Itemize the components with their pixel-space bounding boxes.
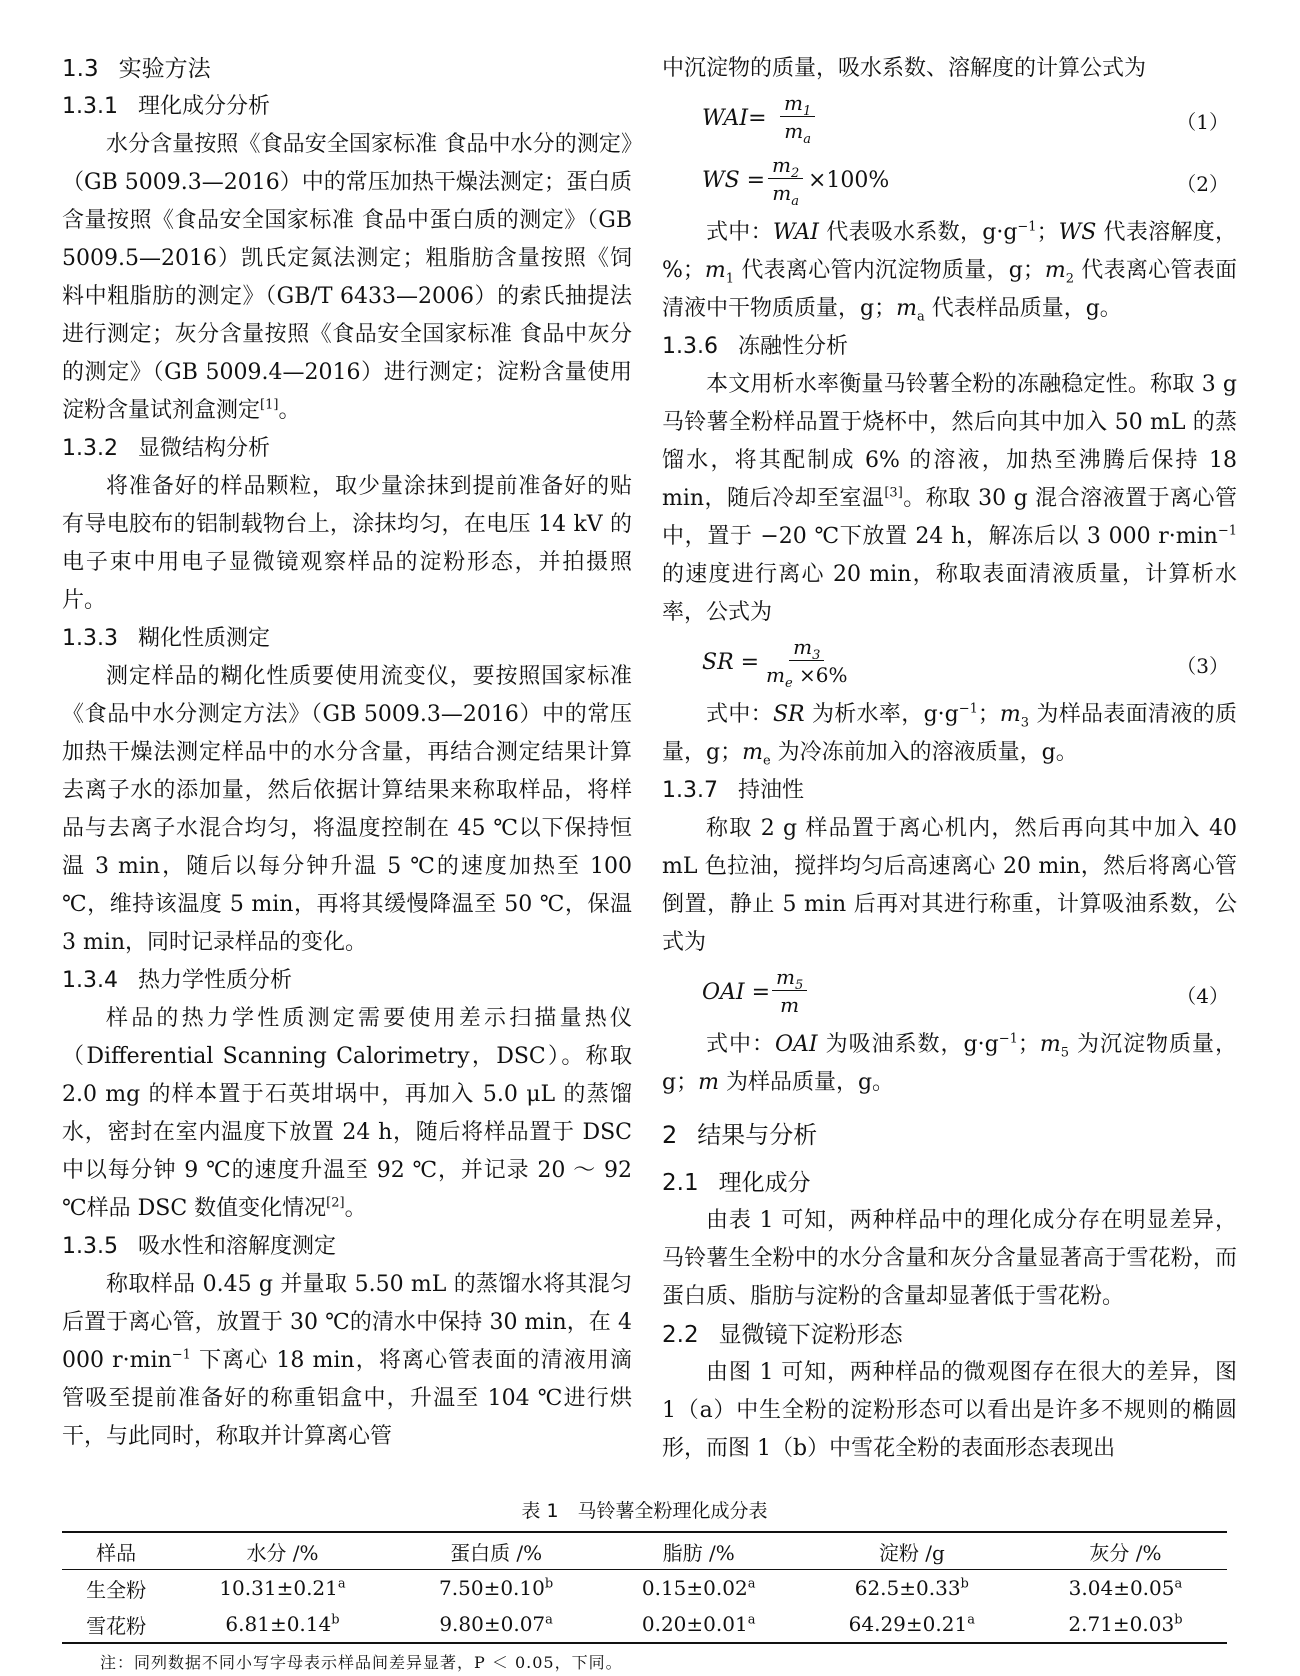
table-header-cell: 灰分 /%: [1089, 1540, 1162, 1565]
paragraph-1-3-1: 水分含量按照《食品安全国家标准 食品中水分的测定》（GB 5009.3—2016）中的常压加热干燥法测定；蛋白质含量按照《食品安全国家标准 食品中蛋白质的测定》（GB 5009.5—2016）凯氏定氮法测定；粗脂肪含量按照《饲料中粗脂肪的测定》（GB/T 6433—2006）的索氏抽提法进行测定；灰分含量按照《食品安全国家标准 食品中灰分的测定》（GB 5009.4—2016）进行测定；淀粉含量使用淀粉含量试剂盒测定[1]。: [62, 132, 632, 423]
table-cell: 64.29±0.21$^a$: [848, 1612, 975, 1636]
table-cell: 3.04±0.05$^a$: [1068, 1576, 1183, 1600]
paragraph-1-3-2: 将准备好的样品颗粒，取少量涂抹到提前准备好的贴有导电胶布的铝制载物台上，涂抹均匀，在电压 14 kV 的电子束中用电子显微镜观察样品的淀粉形态，并拍摄照片。: [62, 474, 632, 613]
right-column: [662, 50, 1237, 1468]
section-heading-1-3-7: 1.3.7 持油性: [662, 778, 804, 803]
citation: [1]: [260, 397, 279, 413]
citation: [3]: [884, 485, 903, 501]
equation-number: （4）: [1176, 984, 1229, 1008]
section-heading-1-3-5: 1.3.5 吸水性和溶解度测定: [62, 1234, 336, 1259]
section-heading-2: 2 结果与分析: [662, 1121, 818, 1149]
formula-4: OAI = $\frac{m_5}{m}$ （4）: [702, 965, 1229, 1017]
paragraph-1-3-4: 样品的热力学性质测定需要使用差示扫描量热仪（Differential Scanning Calorimetry，DSC）。称取 2.0 mg 的样本置于石英坩埚中，再加入 5.0 μL 的蒸馏水，密封在室内温度下放置 24 h，随后将样品置于 DSC 中以每分钟 9 ℃的速度升温至 92 ℃，并记录 20 ～ 92 ℃样品 DSC 数值变化情况[2]。: [62, 1006, 632, 1221]
section-heading-1-3-4: 1.3.4 热力学性质分析: [62, 968, 292, 993]
paragraph-1-3-5: 称取样品 0.45 g 并量取 5.50 mL 的蒸馏水将其混匀后置于离心管，放置于 30 ℃的清水中保持 30 min，在 4 000 $r\cdot\min^{-1}$ 下离心 18 min，将离心管表面的清液用滴管吸至提前准备好的称重铝盒中，升温至 104 ℃进行烘干，与此同时，称取并计算离心管: [62, 1272, 633, 1449]
section-heading-1-3-6: 1.3.6 冻融性分析: [662, 334, 848, 359]
table-cell: 2.71±0.03$^b$: [1068, 1612, 1183, 1636]
fraction: $\frac{m_3}{m_e \times 6\%}$: [766, 635, 848, 691]
paragraph-2-2: 由图 1 可知，两种样品的微观图存在很大的差异，图 1（a）中生全粉的淀粉形态可以看出是许多不规则的椭圆形，而图 1（b）中雪花全粉的表面形态表现出: [662, 1360, 1237, 1461]
table-header-cell: 蛋白质 /%: [450, 1540, 543, 1565]
formula-definitions-1-2: 式中：WAI 代表吸水系数，$g\cdot g^{-1}$；WS 代表溶解度，%；$m_1$ 代表离心管内沉淀物质量，g；$m_2$ 代表离心管表面清液中干物质质量，g；$m_a$ 代表样品质量，g。: [662, 219, 1238, 325]
paragraph-2-1: 由表 1 可知，两种样品中的理化成分存在明显差异，马铃薯生全粉中的水分含量和灰分含量显著高于雪花粉，而蛋白质、脂肪与淀粉的含量却显著低于雪花粉。: [662, 1208, 1237, 1309]
formula-definitions-4: 式中：OAI 为吸油系数，$g\cdot g^{-1}$；$m_5$ 为沉淀物质量，g；m 为样品质量，g。: [662, 1031, 1237, 1095]
left-column: [62, 50, 632, 1456]
table-header-cell: 水分 /%: [246, 1540, 319, 1565]
section-heading-1-3-3: 1.3.3 糊化性质测定: [62, 626, 270, 651]
paragraph-1-3-7: 称取 2 g 样品置于离心机内，然后再向其中加入 40 mL 色拉油，搅拌均匀后高速离心 20 min，然后将离心管倒置，静止 5 min 后再对其进行称重，计算吸油系数，公式为: [662, 816, 1237, 955]
table-header-cell: 脂肪 /%: [662, 1540, 735, 1565]
table-header-cell: 淀粉 /g: [878, 1540, 945, 1565]
table-cell: 62.5±0.33$^b$: [854, 1576, 969, 1600]
formula-2: WS = $\frac{m_2}{m_a}$ ×100% （2）: [702, 153, 1229, 209]
composition-table: [62, 1531, 1227, 1644]
table-header-cell: 样品: [96, 1540, 137, 1565]
paragraph-1-3-5-cont: 中沉淀物的质量，吸水系数、溶解度的计算公式为: [662, 56, 1147, 81]
table-cell: 6.81±0.14$^b$: [225, 1612, 340, 1636]
table-note: 注：同列数据不同小写字母表示样品间差异显著，P ＜ 0.05，下同。: [100, 1653, 623, 1672]
fraction: $\frac{m_5}{m}$: [772, 964, 807, 1019]
table-cell: 7.50±0.10$^b$: [439, 1576, 554, 1600]
table-cell-sample: 雪花粉: [86, 1613, 147, 1638]
section-heading-1-3-1: 1.3.1 理化成分分析: [62, 94, 270, 119]
citation: [2]: [326, 1195, 345, 1211]
fraction: $\frac{m_2}{m_a}$: [768, 152, 803, 207]
table-cell: 0.20±0.01$^a$: [641, 1612, 756, 1636]
table-row: [62, 1606, 1227, 1643]
table-cell-sample: 生全粉: [86, 1577, 147, 1602]
equation-number: （2）: [1176, 172, 1229, 196]
table-1-block: [62, 1497, 1227, 1676]
paragraph-1-3-3: 测定样品的糊化性质要使用流变仪，要按照国家标准《食品中水分测定方法》（GB 5009.3—2016）中的常压加热干燥法测定样品中的水分含量，再结合测定结果计算去离子水的添加量，然后依据计算结果来称取样品，将样品与去离子水混合均匀，将温度控制在 45 ℃以下保持恒温 3 min，随后以每分钟升温 5 ℃的速度加热至 100 ℃，维持该温度 5 min，再将其缓慢降温至 50 ℃，保温 3 min，同时记录样品的变化。: [62, 664, 632, 955]
table-row: [62, 1570, 1227, 1607]
fraction: $\frac{m_1}{m_a}$: [780, 90, 815, 145]
section-heading-2-2: 2.2 显微镜下淀粉形态: [662, 1322, 903, 1348]
formula-3: SR = $\frac{m_3}{m_e \times 6\%}$ （3）: [702, 635, 1229, 691]
section-heading-1-3-2: 1.3.2 显微结构分析: [62, 436, 270, 461]
section-heading-2-1: 2.1 理化成分: [662, 1170, 811, 1196]
formula-1: WAI= $\frac{m_1}{m_a}$ （1）: [702, 91, 1229, 147]
section-heading-1-3: 1.3 实验方法: [62, 56, 211, 82]
equation-number: （1）: [1176, 110, 1229, 134]
table-cell: 0.15±0.02$^a$: [641, 1576, 756, 1600]
table-header-row: [62, 1532, 1227, 1570]
equation-number: （3）: [1176, 654, 1229, 678]
table-cell: 10.31±0.21$^a$: [219, 1576, 346, 1600]
formula-definitions-3: 式中：SR 为析水率，$g\cdot g^{-1}$；$m_3$ 为样品表面清液的质量，g；$m_e$ 为冷冻前加入的溶液质量，g。: [662, 701, 1237, 769]
paragraph-1-3-6: 本文用析水率衡量马铃薯全粉的冻融稳定性。称取 3 g 马铃薯全粉样品置于烧杯中，然后向其中加入 50 mL 的蒸馏水，将其配制成 6% 的溶液，加热至沸腾后保持 18 min，随后冷却至室温[3]。称取 30 g 混合溶液置于离心管中，置于 −20 ℃下放置 24 h，解冻后以 3 000 $r\cdot\min^{-1}$ 的速度进行离心 20 min，称取表面清液质量，计算析水率，公式为: [662, 372, 1237, 625]
table-title: 表 1 马铃薯全粉理化成分表: [521, 1500, 768, 1522]
table-cell: 9.80±0.07$^a$: [439, 1612, 553, 1636]
